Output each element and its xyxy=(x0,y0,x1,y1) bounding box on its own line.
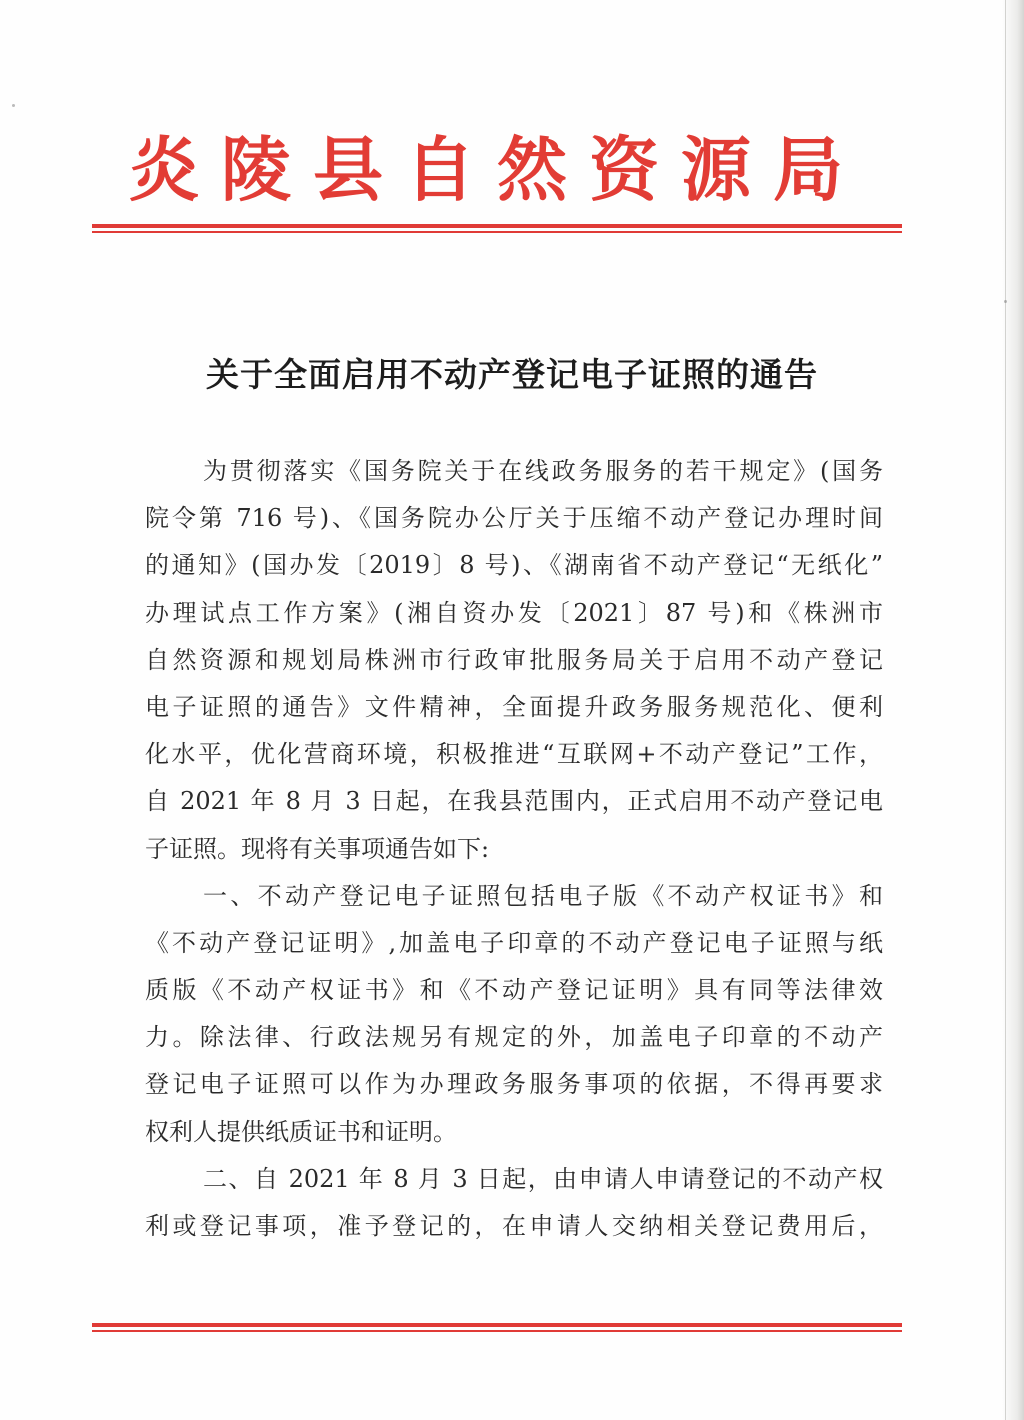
document-title: 关于全面启用不动产登记电子证照的通告 xyxy=(206,355,818,394)
body-line: 二、自 2021 年 8 月 3 日起，由申请人申请登记的不动产权 xyxy=(203,1164,883,1193)
paragraph-item-two xyxy=(145,1156,883,1250)
footer-red-rule-thick xyxy=(92,1323,902,1327)
body-line: 一、不动产登记电子证照包括电子版《不动产权证书》和 xyxy=(203,881,883,910)
body-line: 利或登记事项，准予登记的，在申请人交纳相关登记费用后， xyxy=(145,1212,883,1240)
body-line: 电子证照的通告》文件精神，全面提升政务服务规范化、便利 xyxy=(145,692,883,721)
body-line: 《不动产登记证明》,加盖电子印章的不动产登记电子证照与纸 xyxy=(145,928,883,957)
issuing-organization-header: 炎陵县自然资源局 xyxy=(129,128,865,211)
document-body xyxy=(145,448,883,1250)
body-line: 的通知》(国办发〔2019〕8 号)、《湖南省不动产登记“无纸化” xyxy=(145,551,883,580)
body-line: 登记电子证照可以作为办理政务服务事项的依据，不得再要求 xyxy=(145,1070,883,1099)
scan-speck xyxy=(12,104,15,107)
body-line: 力。除法律、行政法规另有规定的外，加盖电子印章的不动产 xyxy=(145,1023,883,1052)
header-red-rule-thin xyxy=(92,231,902,233)
paragraph-item-one xyxy=(145,873,883,1156)
body-line: 化水平，优化营商环境，积极推进“互联网+不动产登记”工作， xyxy=(145,740,883,769)
body-line: 院令第 716 号)、《国务院办公厅关于压缩不动产登记办理时间 xyxy=(145,504,883,533)
footer-red-rule-thin xyxy=(92,1330,902,1332)
body-line: 子证照。现将有关事项通告如下: xyxy=(145,834,490,863)
header-red-rule-thick xyxy=(92,224,902,228)
body-line: 办理试点工作方案》(湘自资办发〔2021〕87 号)和《株洲市 xyxy=(145,598,883,627)
body-line: 质版《不动产权证书》和《不动产登记证明》具有同等法律效 xyxy=(145,976,883,1005)
body-line: 自然资源和规划局株洲市行政审批服务局关于启用不动产登记 xyxy=(145,645,883,674)
scan-edge-line xyxy=(1005,0,1006,1420)
body-line: 为贯彻落实《国务院关于在线政务服务的若干规定》(国务 xyxy=(203,457,883,485)
body-line: 自 2021 年 8 月 3 日起，在我县范围内，正式启用不动产登记电 xyxy=(145,787,883,816)
scan-speck xyxy=(1004,300,1007,303)
paragraph-intro xyxy=(145,448,883,873)
body-line: 权利人提供纸质证书和证明。 xyxy=(145,1117,457,1146)
